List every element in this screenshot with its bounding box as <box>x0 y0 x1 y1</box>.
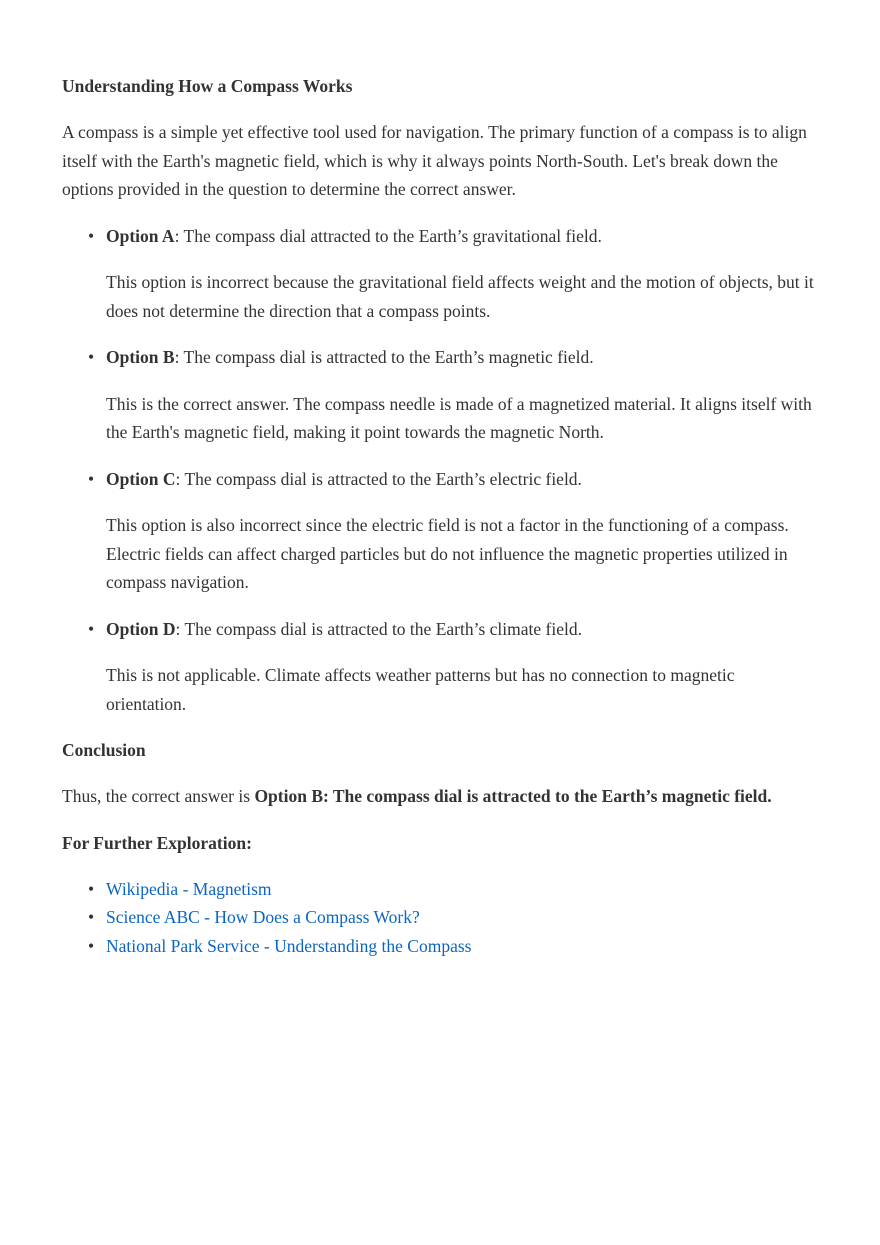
bullet-icon: • <box>88 935 95 956</box>
link-national-park-service-compass[interactable]: National Park Service - Understanding the Compass <box>106 935 472 956</box>
option-item-b <box>88 343 818 447</box>
option-explanation: This option is also incorrect since the electric field is not a factor in the functioning of a compass. Electric fields can affect charged particles but do not influence the magnetic properties utilized in compass navigation. <box>106 515 789 592</box>
bullet-icon: • <box>88 618 95 639</box>
option-text: : The compass dial is attracted to the Earth’s electric field. <box>175 468 582 489</box>
option-explanation: This is not applicable. Climate affects weather patterns but has no connection to magnetic orientation. <box>106 665 735 714</box>
option-explanation: This option is incorrect because the gravitational field affects weight and the motion of objects, but it does not determine the direction that a compass points. <box>106 272 814 321</box>
option-label: Option A <box>106 225 175 246</box>
further-exploration-heading: For Further Exploration: <box>62 832 252 853</box>
page-title: Understanding How a Compass Works <box>62 76 353 96</box>
option-text: : The compass dial is attracted to the Earth’s magnetic field. <box>174 347 594 367</box>
option-item-a <box>88 222 818 326</box>
conclusion-heading: Conclusion <box>62 740 146 760</box>
option-label: Option C <box>106 468 176 489</box>
link-science-abc-compass[interactable]: Science ABC - How Does a Compass Work? <box>106 907 420 927</box>
option-item-d <box>88 615 818 719</box>
bullet-icon: • <box>88 878 95 899</box>
bullet-icon: • <box>88 907 95 927</box>
option-item-c <box>88 465 818 597</box>
option-text: : The compass dial attracted to the Earth’s gravitational field. <box>174 225 602 246</box>
option-label: Option D <box>106 618 176 639</box>
bullet-icon: • <box>88 347 95 367</box>
option-explanation: This is the correct answer. The compass needle is made of a magnetized material. It aligns itself with the Earth's magnetic field, making it point towards the magnetic North. <box>106 393 812 442</box>
options-list <box>62 222 818 719</box>
bullet-icon: • <box>88 468 95 489</box>
conclusion-paragraph <box>62 782 818 811</box>
link-item <box>88 932 818 961</box>
option-label: Option B <box>106 347 175 367</box>
link-item <box>88 875 818 904</box>
option-text: : The compass dial is attracted to the Earth’s climate field. <box>175 618 582 639</box>
link-wikipedia-magnetism[interactable]: Wikipedia - Magnetism <box>106 878 272 899</box>
conclusion-prefix: Thus, the correct answer is <box>62 786 255 806</box>
intro-paragraph: A compass is a simple yet effective tool used for navigation. The primary function of a compass is to align itself with the Earth's magnetic field, which is why it always points North-South. Let's break down the options provided in the question to determine the correct answer. <box>62 122 807 199</box>
bullet-icon: • <box>88 225 95 246</box>
further-links-list <box>62 875 818 961</box>
link-item <box>88 903 818 932</box>
conclusion-answer: Option B: The compass dial is attracted to the Earth’s magnetic field. <box>254 786 772 806</box>
